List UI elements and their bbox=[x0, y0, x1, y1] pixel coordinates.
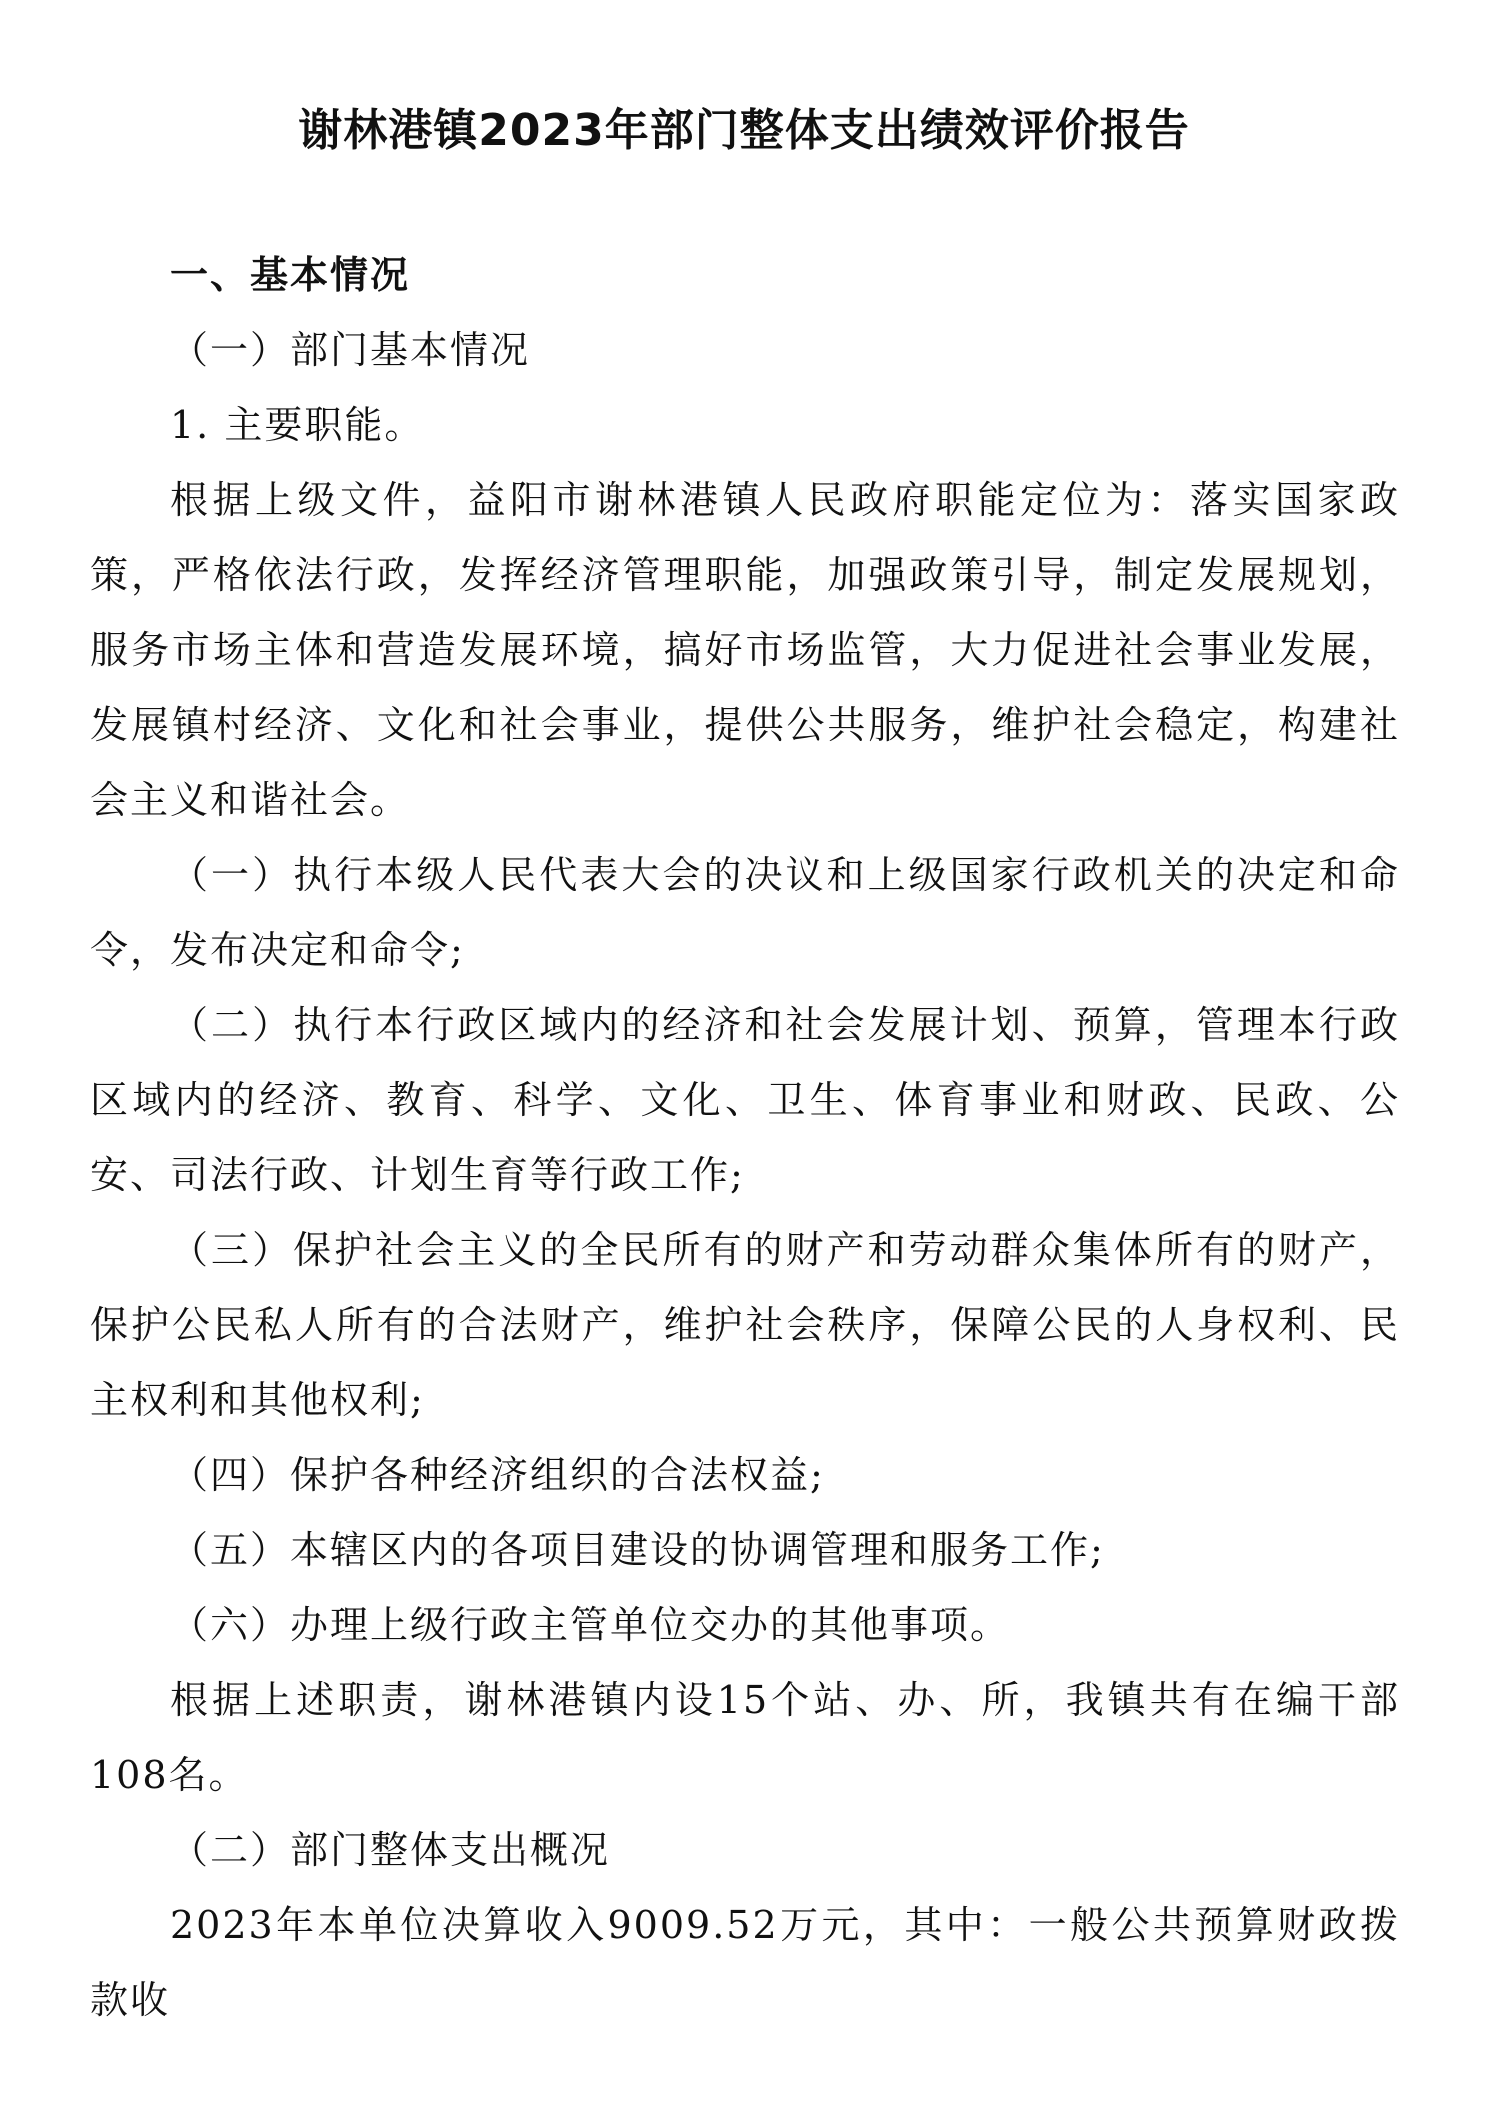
subsection-heading-expenditure: （二）部门整体支出概况 bbox=[170, 1828, 611, 1872]
paragraph-function-positioning: 根据上级文件，益阳市谢林港镇人民政府职能定位为：落实国家政策，严格依法行政，发挥经济管理职能，加强政策引导，制定发展规划，服务市场主体和营造发展环境，搞好市场监管，大力促进社会事业发展，发展镇村经济、文化和社会事业，提供公共服务，维护社会稳定，构建社会主义和谐社会。 bbox=[90, 478, 1400, 822]
document-title: 谢林港镇2023年部门整体支出绩效评价报告 bbox=[298, 105, 1190, 156]
paragraph-duty-3: （三）保护社会主义的全民所有的财产和劳动群众集体所有的财产，保护公民私人所有的合法财产，维护社会秩序，保障公民的人身权利、民主权利和其他权利; bbox=[90, 1228, 1400, 1422]
item-heading-main-functions: 1. 主要职能。 bbox=[170, 403, 425, 447]
subsection-heading-dept-info: （一）部门基本情况 bbox=[170, 328, 531, 372]
document-body bbox=[90, 238, 1400, 2038]
paragraph-staffing: 根据上述职责，谢林港镇内设15个站、办、所，我镇共有在编干部108名。 bbox=[90, 1678, 1400, 1797]
paragraph-income-summary: 2023年本单位决算收入9009.52万元，其中：一般公共预算财政拨款收 bbox=[90, 1903, 1400, 2022]
paragraph-duty-4: （四）保护各种经济组织的合法权益; bbox=[170, 1453, 825, 1497]
paragraph-duty-1: （一）执行本级人民代表大会的决议和上级国家行政机关的决定和命令，发布决定和命令; bbox=[90, 853, 1400, 972]
paragraph-duty-2: （二）执行本行政区域内的经济和社会发展计划、预算，管理本行政区域内的经济、教育、科学、文化、卫生、体育事业和财政、民政、公安、司法行政、计划生育等行政工作; bbox=[90, 1003, 1400, 1197]
paragraph-duty-6: （六）办理上级行政主管单位交办的其他事项。 bbox=[170, 1603, 1011, 1647]
paragraph-duty-5: （五）本辖区内的各项目建设的协调管理和服务工作; bbox=[170, 1528, 1105, 1572]
section-heading-basic-info: 一、基本情况 bbox=[170, 253, 411, 297]
